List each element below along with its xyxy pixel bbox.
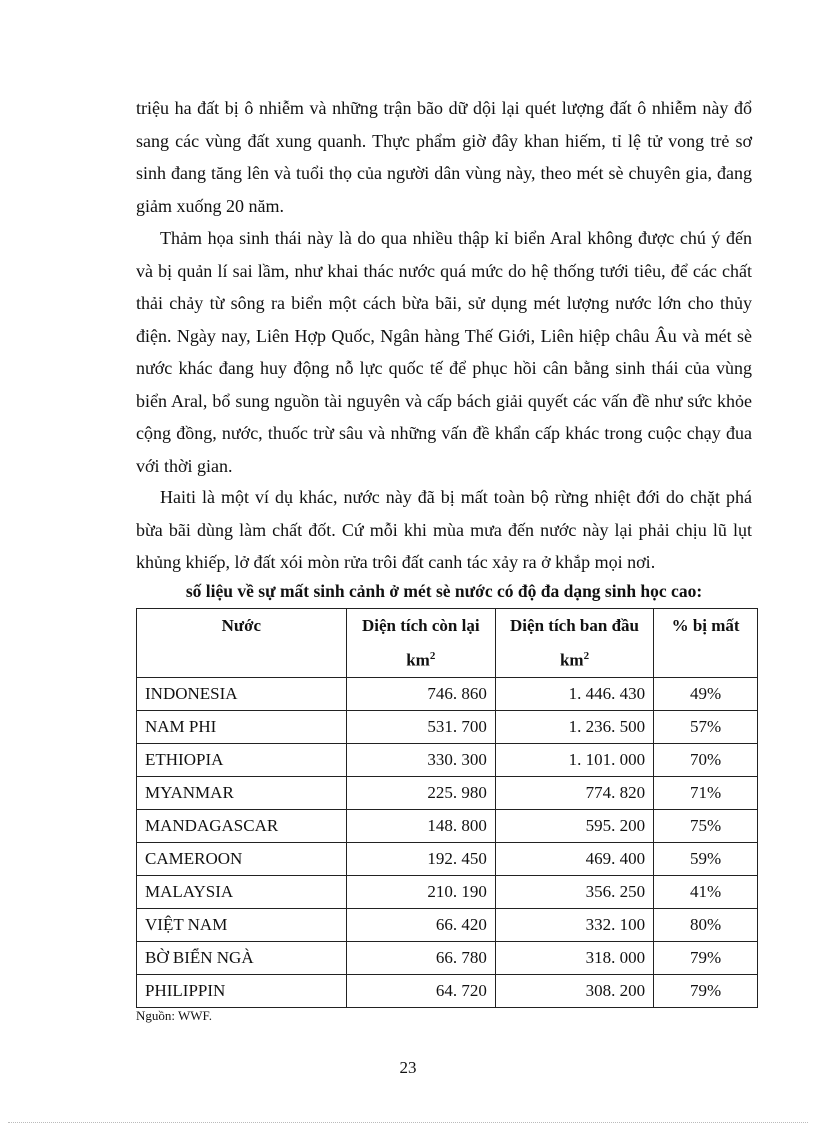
cell-country: PHILIPPIN bbox=[137, 975, 347, 1008]
header-original-label: Diện tích ban đầu bbox=[510, 616, 639, 635]
cell-original-area: 469. 400 bbox=[495, 843, 653, 876]
table-row bbox=[137, 876, 758, 909]
table-row bbox=[137, 975, 758, 1008]
table-row bbox=[137, 744, 758, 777]
cell-percent-lost: 80% bbox=[654, 909, 758, 942]
cell-original-area: 1. 101. 000 bbox=[495, 744, 653, 777]
cell-original-area: 332. 100 bbox=[495, 909, 653, 942]
header-percent-lost: % bị mất bbox=[654, 609, 758, 678]
cell-country: MYANMAR bbox=[137, 777, 347, 810]
cell-original-area: 1. 236. 500 bbox=[495, 711, 653, 744]
table-row bbox=[137, 909, 758, 942]
cell-percent-lost: 59% bbox=[654, 843, 758, 876]
cell-original-area: 1. 446. 430 bbox=[495, 678, 653, 711]
cell-country: INDONESIA bbox=[137, 678, 347, 711]
cell-original-area: 774. 820 bbox=[495, 777, 653, 810]
cell-percent-lost: 70% bbox=[654, 744, 758, 777]
header-original-unit-sup: 2 bbox=[583, 650, 590, 662]
source-note: Nguồn: WWF. bbox=[136, 1008, 212, 1023]
table-row bbox=[137, 678, 758, 711]
cell-country: MANDAGASCAR bbox=[137, 810, 347, 843]
cell-percent-lost: 41% bbox=[654, 876, 758, 909]
cell-country: CAMEROON bbox=[137, 843, 347, 876]
header-remaining-unit: km bbox=[406, 650, 430, 670]
cell-original-area: 595. 200 bbox=[495, 810, 653, 843]
table-row bbox=[137, 843, 758, 876]
cell-remaining-area: 66. 780 bbox=[346, 942, 495, 975]
cell-remaining-area: 210. 190 bbox=[346, 876, 495, 909]
cell-percent-lost: 79% bbox=[654, 942, 758, 975]
header-remaining-unit-sup: 2 bbox=[429, 650, 436, 662]
header-remaining-area bbox=[346, 609, 495, 678]
table-row bbox=[137, 942, 758, 975]
cell-percent-lost: 71% bbox=[654, 777, 758, 810]
table-row bbox=[137, 777, 758, 810]
table-header-row bbox=[137, 609, 758, 678]
cell-remaining-area: 746. 860 bbox=[346, 678, 495, 711]
header-original-area bbox=[495, 609, 653, 678]
habitat-loss-table bbox=[136, 608, 758, 1008]
cell-percent-lost: 75% bbox=[654, 810, 758, 843]
header-remaining-label: Diện tích còn lại bbox=[361, 616, 480, 635]
cell-country: VIỆT NAM bbox=[137, 909, 347, 942]
body-paragraph-3: Haiti là một ví dụ khác, nước này đã bị mất toàn bộ rừng nhiệt đới do chặt phá bừa bãi dùng làm chất đốt. Cứ mỗi khi mùa mưa đến nước này lại phải chịu lũ lụt khủng khiếp, lở đất xói mòn rửa trôi đất canh tác xảy ra ở khắp mọi nơi. bbox=[136, 487, 752, 572]
header-country: Nước bbox=[137, 609, 347, 678]
table-row bbox=[137, 810, 758, 843]
cell-country: BỜ BIỂN NGÀ bbox=[137, 942, 347, 975]
cell-percent-lost: 79% bbox=[654, 975, 758, 1008]
cell-percent-lost: 49% bbox=[654, 678, 758, 711]
cell-remaining-area: 192. 450 bbox=[346, 843, 495, 876]
table-body bbox=[137, 678, 758, 1008]
cell-remaining-area: 64. 720 bbox=[346, 975, 495, 1008]
cell-original-area: 308. 200 bbox=[495, 975, 653, 1008]
cell-remaining-area: 225. 980 bbox=[346, 777, 495, 810]
cell-remaining-area: 531. 700 bbox=[346, 711, 495, 744]
cell-original-area: 356. 250 bbox=[495, 876, 653, 909]
cell-country: NAM PHI bbox=[137, 711, 347, 744]
table-row bbox=[137, 711, 758, 744]
cell-country: ETHIOPIA bbox=[137, 744, 347, 777]
cell-remaining-area: 330. 300 bbox=[346, 744, 495, 777]
cell-percent-lost: 57% bbox=[654, 711, 758, 744]
body-paragraph-1: triệu ha đất bị ô nhiễm và những trận bão dữ dội lại quét lượng đất ô nhiễm này đổ sang các vùng đất xung quanh. Thực phẩm giờ đây khan hiếm, tỉ lệ tử vong trẻ sơ sinh đang tăng lên và tuổi thọ của người dân vùng này, theo mét sè chuyên gia, đang giảm xuống 20 năm. bbox=[136, 98, 752, 216]
table-caption: số liệu về sự mất sinh cảnh ở mét sè nước có độ đa dạng sinh học cao: bbox=[185, 581, 703, 601]
body-paragraph-2: Thảm họa sinh thái này là do qua nhiều thập kỉ biển Aral không được chú ý đến và bị quản lí sai lầm, như khai thác nước quá mức do hệ thống tưới tiêu, để các chất thải chảy từ sông ra biển một cách bừa bãi, sử dụng mét lượng nước lớn cho thủy điện. Ngày nay, Liên Hợp Quốc, Ngân hàng Thế Giới, Liên hiệp châu Âu và mét sè nước khác đang huy động nỗ lực quốc tế để phục hồi cân bằng sinh thái của vùng biển Aral, bổ sung nguồn tài nguyên và cấp bách giải quyết các vấn đề như sức khỏe cộng đồng, nước, thuốc trừ sâu và những vấn đề khẩn cấp khác trong cuộc chạy đua với thời gian. bbox=[136, 228, 752, 476]
cell-country: MALAYSIA bbox=[137, 876, 347, 909]
cell-remaining-area: 66. 420 bbox=[346, 909, 495, 942]
cell-original-area: 318. 000 bbox=[495, 942, 653, 975]
cell-remaining-area: 148. 800 bbox=[346, 810, 495, 843]
page-number: 23 bbox=[399, 1058, 417, 1077]
header-original-unit: km bbox=[559, 650, 584, 670]
